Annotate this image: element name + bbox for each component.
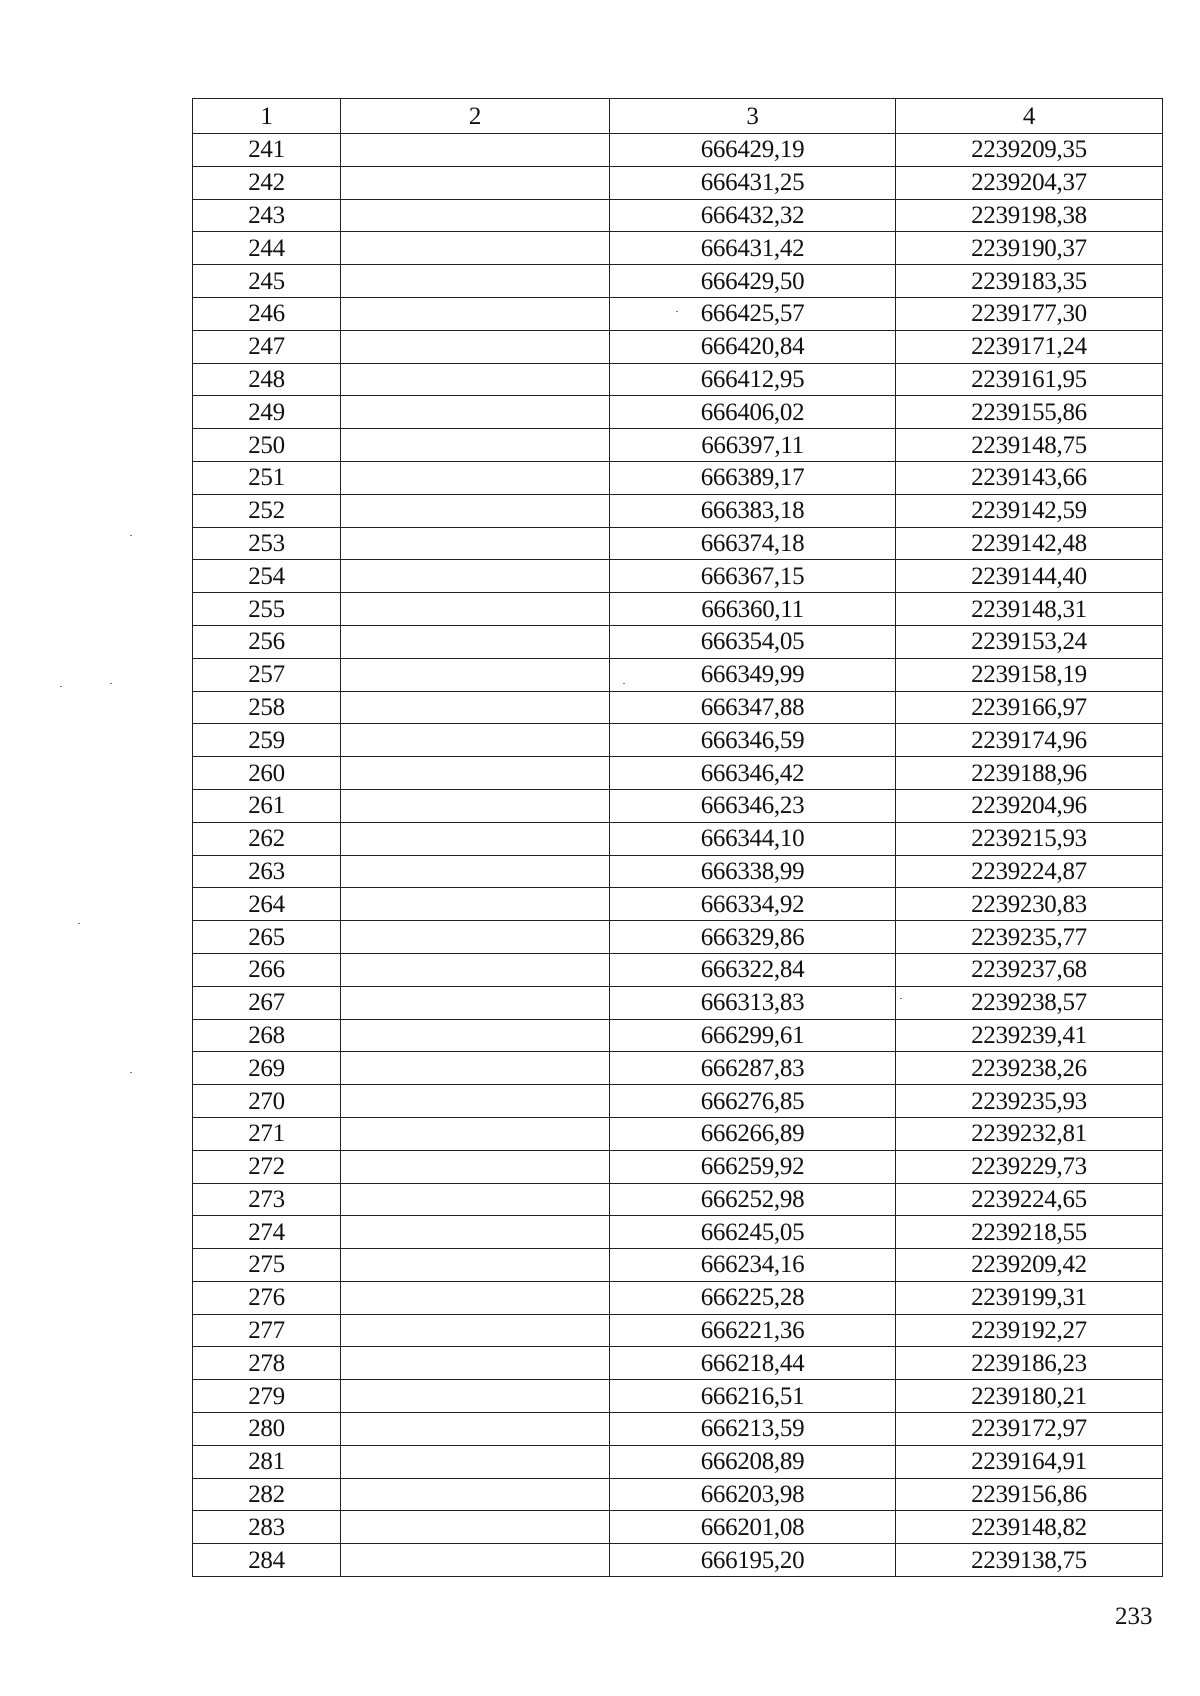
table-row	[193, 494, 1163, 527]
empty-cell	[341, 822, 610, 855]
row-number-cell: 263	[193, 855, 341, 888]
coordinate-y-cell: 2239238,57	[896, 986, 1163, 1019]
scan-speck	[623, 683, 625, 684]
row-number-cell: 272	[193, 1150, 341, 1183]
table-row	[193, 658, 1163, 691]
coordinate-y-cell: 2239174,96	[896, 724, 1163, 757]
empty-cell	[341, 1380, 610, 1413]
column-header-1: 1	[193, 99, 341, 134]
empty-cell	[341, 166, 610, 199]
coordinate-y-cell: 2239156,86	[896, 1478, 1163, 1511]
row-number-cell: 262	[193, 822, 341, 855]
empty-cell	[341, 1085, 610, 1118]
empty-cell	[341, 724, 610, 757]
empty-cell	[341, 888, 610, 921]
empty-cell	[341, 1413, 610, 1446]
empty-cell	[341, 1117, 610, 1150]
coordinate-x-cell: 666334,92	[610, 888, 896, 921]
coordinate-y-cell: 2239230,83	[896, 888, 1163, 921]
table-row	[193, 724, 1163, 757]
table-row	[193, 265, 1163, 298]
coordinate-y-cell: 2239161,95	[896, 363, 1163, 396]
page-number: 233	[1115, 1603, 1153, 1630]
coordinate-y-cell: 2239224,65	[896, 1183, 1163, 1216]
empty-cell	[341, 1216, 610, 1249]
coordinate-x-cell: 666213,59	[610, 1413, 896, 1446]
table-row	[193, 986, 1163, 1019]
coordinate-y-cell: 2239142,59	[896, 494, 1163, 527]
coordinates-table	[192, 98, 1163, 1577]
coordinate-y-cell: 2239148,75	[896, 429, 1163, 462]
row-number-cell: 269	[193, 1052, 341, 1085]
row-number-cell: 246	[193, 297, 341, 330]
empty-cell	[341, 199, 610, 232]
empty-cell	[341, 232, 610, 265]
row-number-cell: 259	[193, 724, 341, 757]
row-number-cell: 266	[193, 953, 341, 986]
row-number-cell: 242	[193, 166, 341, 199]
empty-cell	[341, 789, 610, 822]
row-number-cell: 274	[193, 1216, 341, 1249]
empty-cell	[341, 265, 610, 298]
table-row	[193, 1019, 1163, 1052]
empty-cell	[341, 1511, 610, 1544]
table-row	[193, 1445, 1163, 1478]
coordinate-x-cell: 666397,11	[610, 429, 896, 462]
row-number-cell: 248	[193, 363, 341, 396]
header-row	[193, 99, 1163, 134]
row-number-cell: 267	[193, 986, 341, 1019]
table-row	[193, 330, 1163, 363]
empty-cell	[341, 494, 610, 527]
row-number-cell: 279	[193, 1380, 341, 1413]
row-number-cell: 268	[193, 1019, 341, 1052]
coordinate-y-cell: 2239209,42	[896, 1249, 1163, 1282]
coordinate-x-cell: 666346,42	[610, 757, 896, 790]
scan-speck	[130, 535, 132, 536]
coordinate-y-cell: 2239209,35	[896, 134, 1163, 167]
table-row	[193, 527, 1163, 560]
row-number-cell: 271	[193, 1117, 341, 1150]
table-row	[193, 1183, 1163, 1216]
coordinate-x-cell: 666225,28	[610, 1281, 896, 1314]
empty-cell	[341, 1544, 610, 1577]
coordinate-x-cell: 666216,51	[610, 1380, 896, 1413]
empty-cell	[341, 1019, 610, 1052]
empty-cell	[341, 953, 610, 986]
scan-speck	[900, 998, 902, 999]
empty-cell	[341, 1314, 610, 1347]
table-row	[193, 1052, 1163, 1085]
coordinate-y-cell: 2239188,96	[896, 757, 1163, 790]
coordinate-x-cell: 666354,05	[610, 625, 896, 658]
empty-cell	[341, 855, 610, 888]
coordinate-y-cell: 2239166,97	[896, 691, 1163, 724]
table-row	[193, 1478, 1163, 1511]
table-row	[193, 1281, 1163, 1314]
row-number-cell: 284	[193, 1544, 341, 1577]
empty-cell	[341, 527, 610, 560]
empty-cell	[341, 757, 610, 790]
table-row	[193, 757, 1163, 790]
coordinates-table-container	[192, 98, 1162, 1577]
coordinate-y-cell: 2239148,82	[896, 1511, 1163, 1544]
table-row	[193, 166, 1163, 199]
coordinate-y-cell: 2239204,37	[896, 166, 1163, 199]
row-number-cell: 245	[193, 265, 341, 298]
row-number-cell: 254	[193, 560, 341, 593]
table-row	[193, 691, 1163, 724]
coordinate-x-cell: 666259,92	[610, 1150, 896, 1183]
table-row	[193, 1511, 1163, 1544]
row-number-cell: 243	[193, 199, 341, 232]
coordinate-x-cell: 666322,84	[610, 953, 896, 986]
table-row	[193, 134, 1163, 167]
empty-cell	[341, 134, 610, 167]
coordinate-x-cell: 666266,89	[610, 1117, 896, 1150]
coordinate-x-cell: 666218,44	[610, 1347, 896, 1380]
row-number-cell: 275	[193, 1249, 341, 1282]
row-number-cell: 265	[193, 921, 341, 954]
coordinate-x-cell: 666203,98	[610, 1478, 896, 1511]
scan-speck	[676, 311, 678, 312]
row-number-cell: 258	[193, 691, 341, 724]
empty-cell	[341, 363, 610, 396]
empty-cell	[341, 1347, 610, 1380]
coordinate-x-cell: 666431,25	[610, 166, 896, 199]
empty-cell	[341, 1249, 610, 1282]
empty-cell	[341, 658, 610, 691]
coordinate-x-cell: 666389,17	[610, 461, 896, 494]
scan-speck	[78, 923, 80, 924]
table-row	[193, 461, 1163, 494]
coordinate-x-cell: 666252,98	[610, 1183, 896, 1216]
table-row	[193, 396, 1163, 429]
coordinate-x-cell: 666360,11	[610, 593, 896, 626]
coordinate-y-cell: 2239198,38	[896, 199, 1163, 232]
empty-cell	[341, 1478, 610, 1511]
coordinate-y-cell: 2239153,24	[896, 625, 1163, 658]
empty-cell	[341, 330, 610, 363]
row-number-cell: 256	[193, 625, 341, 658]
coordinate-y-cell: 2239239,41	[896, 1019, 1163, 1052]
empty-cell	[341, 986, 610, 1019]
row-number-cell: 253	[193, 527, 341, 560]
table-header	[193, 99, 1163, 134]
coordinate-x-cell: 666432,32	[610, 199, 896, 232]
coordinate-y-cell: 2239204,96	[896, 789, 1163, 822]
table-row	[193, 1085, 1163, 1118]
table-row	[193, 1544, 1163, 1577]
empty-cell	[341, 691, 610, 724]
empty-cell	[341, 625, 610, 658]
coordinate-x-cell: 666346,23	[610, 789, 896, 822]
table-row	[193, 560, 1163, 593]
coordinate-x-cell: 666195,20	[610, 1544, 896, 1577]
row-number-cell: 261	[193, 789, 341, 822]
coordinate-y-cell: 2239172,97	[896, 1413, 1163, 1446]
coordinate-x-cell: 666425,57	[610, 297, 896, 330]
row-number-cell: 251	[193, 461, 341, 494]
coordinate-x-cell: 666208,89	[610, 1445, 896, 1478]
coordinate-x-cell: 666344,10	[610, 822, 896, 855]
coordinate-x-cell: 666338,99	[610, 855, 896, 888]
table-row	[193, 625, 1163, 658]
table-row	[193, 1314, 1163, 1347]
row-number-cell: 281	[193, 1445, 341, 1478]
table-row	[193, 363, 1163, 396]
coordinate-x-cell: 666412,95	[610, 363, 896, 396]
coordinate-x-cell: 666299,61	[610, 1019, 896, 1052]
empty-cell	[341, 1281, 610, 1314]
table-row	[193, 1216, 1163, 1249]
coordinate-x-cell: 666201,08	[610, 1511, 896, 1544]
row-number-cell: 277	[193, 1314, 341, 1347]
table-row	[193, 1150, 1163, 1183]
table-row	[193, 888, 1163, 921]
scan-speck	[110, 683, 112, 684]
row-number-cell: 270	[193, 1085, 341, 1118]
coordinate-y-cell: 2239148,31	[896, 593, 1163, 626]
scan-speck	[60, 686, 62, 687]
coordinate-x-cell: 666349,99	[610, 658, 896, 691]
coordinate-y-cell: 2239155,86	[896, 396, 1163, 429]
empty-cell	[341, 1183, 610, 1216]
row-number-cell: 280	[193, 1413, 341, 1446]
coordinate-y-cell: 2239142,48	[896, 527, 1163, 560]
row-number-cell: 278	[193, 1347, 341, 1380]
coordinate-x-cell: 666234,16	[610, 1249, 896, 1282]
coordinate-y-cell: 2239180,21	[896, 1380, 1163, 1413]
coordinate-y-cell: 2239190,37	[896, 232, 1163, 265]
empty-cell	[341, 429, 610, 462]
row-number-cell: 252	[193, 494, 341, 527]
coordinate-y-cell: 2239199,31	[896, 1281, 1163, 1314]
row-number-cell: 257	[193, 658, 341, 691]
coordinate-x-cell: 666420,84	[610, 330, 896, 363]
coordinate-y-cell: 2239237,68	[896, 953, 1163, 986]
table-row	[193, 1347, 1163, 1380]
coordinate-x-cell: 666367,15	[610, 560, 896, 593]
scan-speck	[130, 1072, 132, 1073]
empty-cell	[341, 921, 610, 954]
coordinate-y-cell: 2239235,77	[896, 921, 1163, 954]
coordinate-y-cell: 2239229,73	[896, 1150, 1163, 1183]
coordinate-y-cell: 2239164,91	[896, 1445, 1163, 1478]
row-number-cell: 264	[193, 888, 341, 921]
empty-cell	[341, 560, 610, 593]
coordinate-y-cell: 2239192,27	[896, 1314, 1163, 1347]
row-number-cell: 276	[193, 1281, 341, 1314]
column-header-2: 2	[341, 99, 610, 134]
column-header-3: 3	[610, 99, 896, 134]
empty-cell	[341, 1150, 610, 1183]
coordinate-x-cell: 666374,18	[610, 527, 896, 560]
coordinate-x-cell: 666245,05	[610, 1216, 896, 1249]
coordinate-y-cell: 2239186,23	[896, 1347, 1163, 1380]
coordinate-x-cell: 666347,88	[610, 691, 896, 724]
table-row	[193, 1117, 1163, 1150]
empty-cell	[341, 593, 610, 626]
coordinate-y-cell: 2239144,40	[896, 560, 1163, 593]
table-row	[193, 953, 1163, 986]
table-row	[193, 1413, 1163, 1446]
table-row	[193, 822, 1163, 855]
table-row	[193, 297, 1163, 330]
row-number-cell: 283	[193, 1511, 341, 1544]
coordinate-y-cell: 2239171,24	[896, 330, 1163, 363]
coordinate-y-cell: 2239232,81	[896, 1117, 1163, 1150]
table-row	[193, 1249, 1163, 1282]
coordinate-x-cell: 666276,85	[610, 1085, 896, 1118]
empty-cell	[341, 297, 610, 330]
table-row	[193, 921, 1163, 954]
coordinate-y-cell: 2239218,55	[896, 1216, 1163, 1249]
coordinate-x-cell: 666429,50	[610, 265, 896, 298]
row-number-cell: 282	[193, 1478, 341, 1511]
row-number-cell: 244	[193, 232, 341, 265]
coordinate-y-cell: 2239238,26	[896, 1052, 1163, 1085]
row-number-cell: 273	[193, 1183, 341, 1216]
empty-cell	[341, 1445, 610, 1478]
coordinate-x-cell: 666329,86	[610, 921, 896, 954]
coordinate-y-cell: 2239158,19	[896, 658, 1163, 691]
coordinate-x-cell: 666431,42	[610, 232, 896, 265]
row-number-cell: 250	[193, 429, 341, 462]
row-number-cell: 249	[193, 396, 341, 429]
empty-cell	[341, 396, 610, 429]
coordinate-y-cell: 2239143,66	[896, 461, 1163, 494]
coordinate-y-cell: 2239183,35	[896, 265, 1163, 298]
table-row	[193, 429, 1163, 462]
table-row	[193, 1380, 1163, 1413]
empty-cell	[341, 461, 610, 494]
coordinate-x-cell: 666287,83	[610, 1052, 896, 1085]
table-row	[193, 232, 1163, 265]
coordinate-x-cell: 666346,59	[610, 724, 896, 757]
row-number-cell: 247	[193, 330, 341, 363]
coordinate-x-cell: 666313,83	[610, 986, 896, 1019]
empty-cell	[341, 1052, 610, 1085]
row-number-cell: 260	[193, 757, 341, 790]
coordinate-y-cell: 2239235,93	[896, 1085, 1163, 1118]
coordinate-y-cell: 2239138,75	[896, 1544, 1163, 1577]
table-row	[193, 199, 1163, 232]
coordinate-x-cell: 666383,18	[610, 494, 896, 527]
table-row	[193, 855, 1163, 888]
column-header-4: 4	[896, 99, 1163, 134]
table-row	[193, 593, 1163, 626]
row-number-cell: 241	[193, 134, 341, 167]
table-row	[193, 789, 1163, 822]
coordinate-y-cell: 2239224,87	[896, 855, 1163, 888]
row-number-cell: 255	[193, 593, 341, 626]
table-body	[193, 134, 1163, 1577]
coordinate-x-cell: 666221,36	[610, 1314, 896, 1347]
coordinate-x-cell: 666406,02	[610, 396, 896, 429]
coordinate-y-cell: 2239215,93	[896, 822, 1163, 855]
coordinate-x-cell: 666429,19	[610, 134, 896, 167]
coordinate-y-cell: 2239177,30	[896, 297, 1163, 330]
